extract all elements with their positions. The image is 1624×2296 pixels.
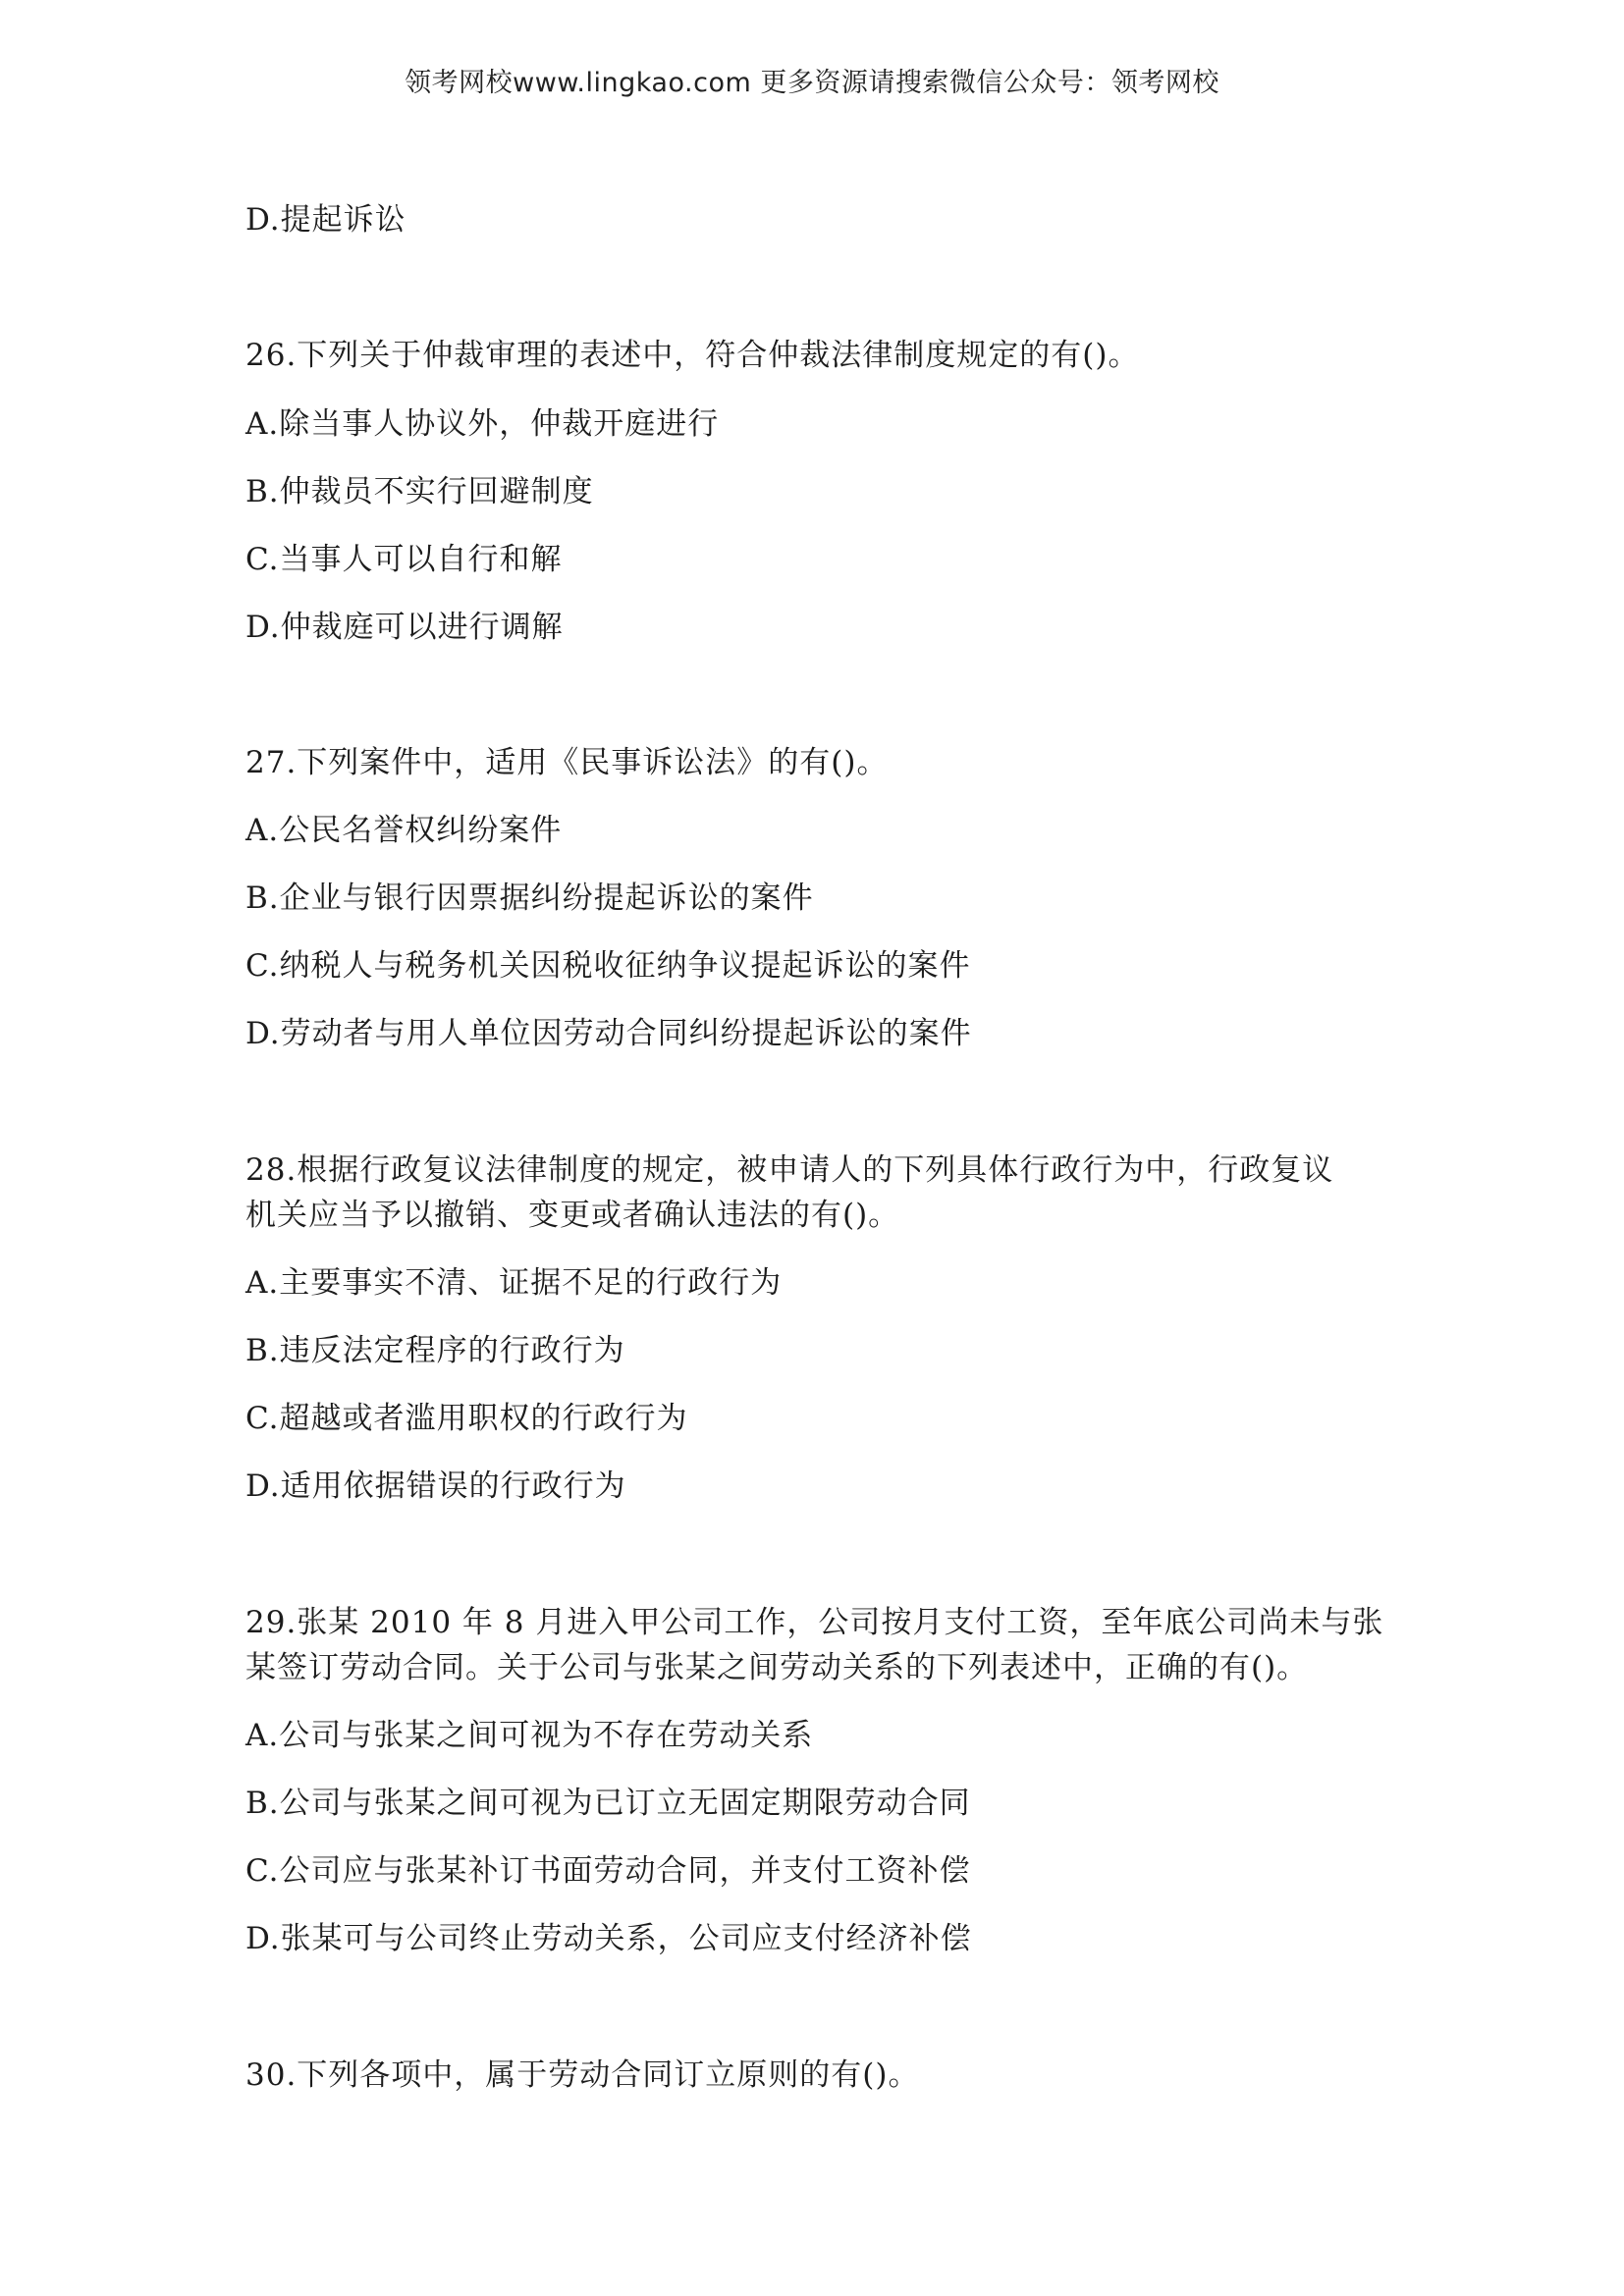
option-text: C.当事人可以自行和解 bbox=[245, 542, 563, 577]
option-text: A.公民名誉权纠纷案件 bbox=[245, 813, 563, 848]
question-text: 26.下列关于仲裁审理的表述中，符合仲裁法律制度规定的有()。 bbox=[245, 338, 1140, 373]
option-text: B.违反法定程序的行政行为 bbox=[245, 1333, 625, 1368]
option-text: B.公司与张某之间可视为已订立无固定期限劳动合同 bbox=[245, 1786, 971, 1821]
option-text: A.主要事实不清、证据不足的行政行为 bbox=[245, 1265, 783, 1301]
option-text: D.提起诉讼 bbox=[245, 202, 406, 238]
option-text: C.超越或者滥用职权的行政行为 bbox=[245, 1401, 688, 1436]
option-text: D.适用依据错误的行政行为 bbox=[245, 1468, 626, 1504]
option-text: D.劳动者与用人单位因劳动合同纠纷提起诉讼的案件 bbox=[245, 1016, 972, 1051]
option-text: C.公司应与张某补订书面劳动合同，并支付工资补偿 bbox=[245, 1853, 971, 1889]
option-text: C.纳税人与税务机关因税收征纳争议提起诉讼的案件 bbox=[245, 948, 971, 984]
option-text: A.除当事人协议外，仲裁开庭进行 bbox=[245, 406, 720, 442]
option-text: B.企业与银行因票据纠纷提起诉讼的案件 bbox=[245, 881, 814, 916]
option-text: D.张某可与公司终止劳动关系，公司应支付经济补偿 bbox=[245, 1921, 972, 1956]
page-header: 领考网校www.lingkao.com 更多资源请搜索微信公众号：领考网校 bbox=[405, 68, 1219, 98]
question-text: 30.下列各项中，属于劳动合同订立原则的有()。 bbox=[245, 2057, 920, 2093]
option-text: A.公司与张某之间可视为不存在劳动关系 bbox=[245, 1718, 814, 1753]
question-text: 27.下列案件中，适用《民事诉讼法》的有()。 bbox=[245, 745, 889, 780]
question-text: 29.张某 2010 年 8 月进入甲公司工作，公司按月支付工资，至年底公司尚未与张 bbox=[245, 1605, 1384, 1640]
option-text: B.仲裁员不实行回避制度 bbox=[245, 474, 594, 509]
option-text: D.仲裁庭可以进行调解 bbox=[245, 610, 564, 645]
question-text: 某签订劳动合同。关于公司与张某之间劳动关系的下列表述中，正确的有()。 bbox=[245, 1650, 1309, 1685]
question-text: 28.根据行政复议法律制度的规定，被申请人的下列具体行政行为中，行政复议 bbox=[245, 1152, 1334, 1188]
question-text: 机关应当予以撤销、变更或者确认违法的有()。 bbox=[245, 1198, 900, 1233]
